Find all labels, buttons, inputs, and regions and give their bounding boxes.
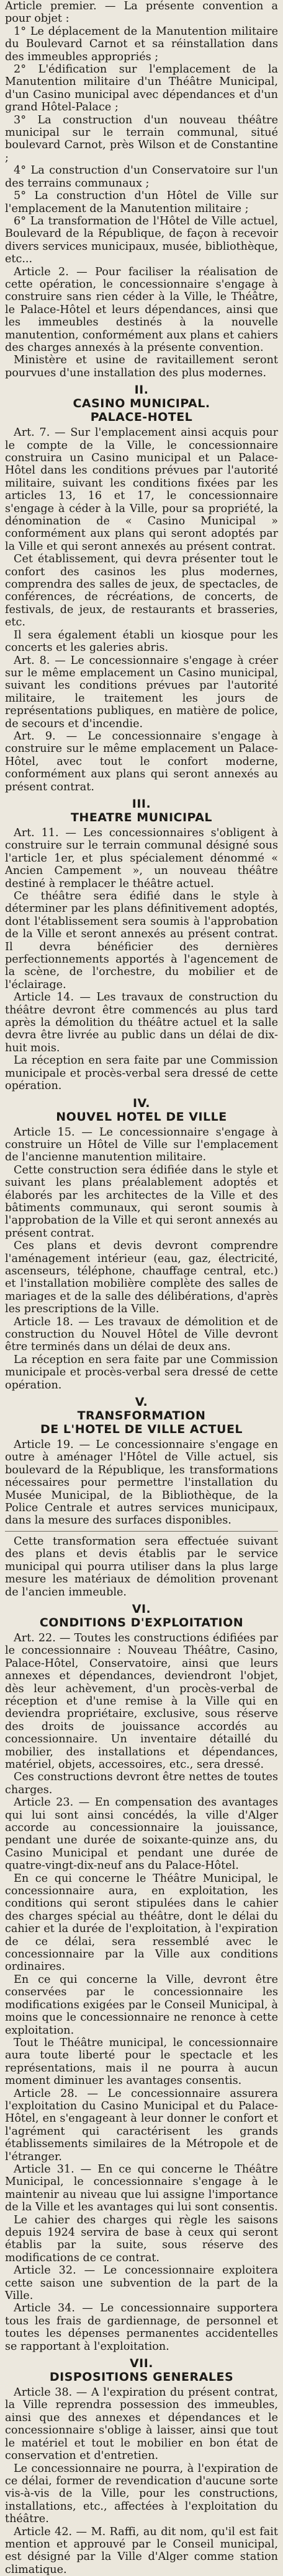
article-column [5,0,278,2576]
paragraph: Article 15. — Le concessionnaire s'engage à construire un Hôtel de Ville sur l'emplacement de l'ancienne manutention militaire. [5,1126,278,1164]
section-5 [5,1395,278,1599]
paragraph: 6° La transformation de l'Hôtel de Ville actuel, Boulevard de la République, de façon à recevoir divers services municipaux, musée, bibliothèque, etc... [5,214,278,266]
section-subtitle: DE L'HOTEL DE VILLE ACTUEL [40,1423,243,1437]
paragraph: Art. 22. — Toutes les constructions édifiées par le concessionnaire : Nouveau Théâtre, Casino, Palace-Hôtel, Conservatoire, ainsi que leurs annexes et dépendances, deviendront l'objet, dès leur achèvement, d'un procès-verbal de réception et d'une remise à la Ville qui en deviendra propriétaire, exclusive, sous réserve des droits de jouissance accordés au concessionnaire. Un inventaire détaillé du mobilier, des installations et dépendances, matériel, objets, accessoires, etc., sera dressé. [5,1631,278,1771]
section-title: CASINO MUNICIPAL. [73,397,210,411]
paragraph: Art. 8. — Le concessionnaire s'engage à créer sur le même emplacement un Casino municipal, suivant les conditions prévues par l'autorité militaire, le traitement les jours de représentations publiques, en matière de police, de secours et d'incendie. [5,654,278,730]
paragraph: Article 14. — Les travaux de construction du théâtre devront être commencés au plus tard après la démolition du théâtre actuel et la salle devra être livrée au public dans un délai de dix-huit mois. [5,991,278,1054]
section-7 [5,2357,278,2576]
paragraph: Article 31. — En ce qui concerne le Théâtre Municipal, le concessionnaire s'engage à le maintenir au niveau que lui assigne l'importance de la Ville et les avantages qui lui sont consentis. [5,2163,278,2214]
paragraph: Ces plans et devis devront comprendre l'aménagement intérieur (eau, gaz, électricité, ascenseurs, téléphone, chauffage central, etc.) et l'installation mobilière complète des salles de mariages et de la salle des délibérations, d'après les prescriptions de la Ville. [5,1240,278,1316]
section-3 [5,797,278,1093]
paragraph: La réception en sera faite par une Commission municipale et procès-verbal sera dressé de cette opération. [5,1054,278,1093]
paragraph: 4° La construction d'un Conservatoire sur l'un des terrains communaux ; [5,164,278,190]
section-title: TRANSFORMATION [77,1409,206,1423]
section-number: IV. [132,1096,151,1110]
paragraph: Le concessionnaire ne pourra, à l'expiration de ce délai, former de revendication d'aucune sorte vis-à-vis de la Ville, pour les constructions, installations, etc., affectées à l'exploitation du théâtre. [5,2462,278,2526]
section-title: NOUVEL HOTEL DE VILLE [56,1109,227,1124]
column-break-rule [5,1531,278,1532]
paragraph: Article 34. — Le concessionnaire supportera tous les frais de gardiennage, de personnel et toutes les dépenses permanentes accidentelles se rapportant à l'exploitation. [5,2302,278,2353]
section-heading [5,797,278,824]
section-subtitle: PALACE-HOTEL [90,410,193,425]
paragraph: Ce théâtre sera édifié dans le style à déterminer par les plans définitivement adoptés, dont l'établissement sera soumis à l'approbation de la Ville et seront annexés au présent contrat. Il devra bénéficier des dernières perfectionnements apportés à l'agencement de la scène, de l'orchestre, du mobilier et de l'éclairage. [5,890,278,991]
section-heading [5,2357,278,2384]
paragraph: Cette construction sera édifiée dans le style et suivant les plans préalablement adoptés et élaborés par les architectes de la Ville et des bâtiments communaux, qui seront soumis à l'approbation de la Ville et qui seront annexés au présent contrat. [5,1163,278,1240]
paragraph: Article 32. — Le concessionnaire exploitera cette saison une subvention de la part de la Ville. [5,2264,278,2303]
paragraph: Ces constructions devront être nettes de toutes charges. [5,1771,278,1796]
paragraph: Ministère et usine de ravitaillement seront pourvues d'une installation des plus modernes. [5,354,278,379]
paragraph: Le cahier des charges qui règle les saisons depuis 1924 servira de base à ceux qui seront établis par la suite, sous réserve des modifications de ce contrat. [5,2213,278,2264]
section-number: V. [135,1395,148,1409]
paragraph: Article 18. — Les travaux de démolition et de construction du Nouvel Hôtel de Ville devront être terminés dans un délai de deux ans. [5,1315,278,1354]
paragraph: Article 38. — A l'expiration du présent contrat, la Ville reprendra possession des immeubles, ainsi que des annexes et dépendances et le concessionnaire s'oblige à laisser, ainsi que tout le matériel et tout le mobilier en bon état de conservation et d'entretien. [5,2386,278,2463]
paragraph: 1° Le déplacement de la Manutention militaire du Boulevard Carnot et sa réinstallation dans des immeubles appropriés ; [5,25,278,63]
paragraph: Cette transformation sera effectuée suivant des plans et devis établis par le service municipal qui pourra utiliser dans la plus large mesure les matériaux de démolition provenant de l'ancien immeuble. [5,1535,278,1599]
paragraph: En ce qui concerne le Théâtre Municipal, le concessionnaire aura, en exploitation, les conditions qui seront stipulées dans le cahier des charges spécial au théâtre, dont le délai du cahier et la durée de l'exploitation, à l'expiration de ce délai, sera ressemblé avec le concessionnaire par la Ville aux conditions ordinaires. [5,1872,278,1974]
paragraph: Art. 9. — Le concessionnaire s'engage à construire sur le même emplacement un Palace-Hôtel, avec tout le confort moderne, conformément aux plans qui seront annexés au présent contrat. [5,730,278,793]
paragraph: Article premier. — La présente convention a pour objet : [5,0,278,25]
section-6 [5,1602,278,2353]
section-number: VII. [129,2357,154,2371]
section-heading [5,1602,278,1630]
paragraph: Il sera également établi un kiosque pour les concerts et les galeries abris. [5,629,278,655]
paragraph: Article 23. — En compensation des avantages qui lui sont ainsi concédés, la ville d'Alger accorde au concessionnaire la jouissance, pendant une durée de soixante-quinze ans, du Casino Municipal et pendant une durée de quatre-vingt-dix-neuf ans du Palace-Hôtel. [5,1796,278,1872]
paragraph: 2° L'édification sur l'emplacement de la Manutention militaire d'un Théâtre Municipal, d'un Casino municipal avec dépendances et d'un grand Hôtel-Palace ; [5,63,278,114]
section-number: II. [134,383,149,397]
section-heading [5,1096,278,1124]
section-heading [5,383,278,424]
paragraph: Cet établissement, qui devra présenter tout le confort des casinos les plus modernes, comprendra des salles de jeux, de spectacles, de conférences, de récréations, de concerts, de festivals, de jeux, de restaurants et brasseries, etc. [5,553,278,629]
paragraph: 3° La construction d'un nouveau théâtre municipal sur le terrain communal, situé boulevard Carnot, près Wilson et de Constantine ; [5,113,278,164]
paragraph: Tout le Théâtre municipal, le concessionnaire aura toute liberté pour le spectacle et les représentations, mais il ne pourra à aucun moment diminuer les avantages consentis. [5,2036,278,2088]
paragraph: Article 42. — M. Raffi, au dit nom, qu'il est fait mention et approuvé par le Conseil municipal, est désigné par la Ville d'Alger comme station climatique. [5,2525,278,2576]
section-heading [5,1395,278,1436]
paragraph: En ce qui concerne la Ville, devront être conservées par le concessionnaire les modifications exigées par le Conseil Municipal, à moins que le concessionnaire ne renonce à cette exploitation. [5,1973,278,2037]
paragraph: La réception en sera faite par une Commission municipale et procès-verbal sera dressé de cette opération. [5,1353,278,1392]
section-1 [5,266,278,380]
section-2 [5,383,278,793]
paragraph: Art. 11. — Les concessionnaires s'obligent à construire sur le terrain communal désigné sous l'article 1er, et plus spécialement dénommé « Ancien Campement », un nouveau théâtre destiné à remplacer le théâtre actuel. [5,826,278,890]
section-title: THEATRE MUNICIPAL [70,810,213,824]
paragraph: Article 19. — Le concessionnaire s'engage en outre à aménager l'Hôtel de Ville actuel, sis boulevard de la République, les transformations nécessaires pour permettre l'installation du Musée Municipal, de la Bibliothèque, de la Police Centrale et autres services municipaux, dans la mesure des surfaces disponibles. [5,1439,278,1527]
paragraph: Art. 7. — Sur l'emplacement ainsi acquis pour le compte de la Ville, le concessionnaire construira un Casino municipal et un Palace-Hôtel dans les conditions prévues par l'autorité militaire, suivant les conditions fixées par les articles 13, 16 et 17, le concessionnaire s'engage à céder à la Ville, pour sa propriété, la dénomination de « Casino Municipal » conformément aux plans qui seront adoptés par la Ville et qui seront annexés au présent contrat. [5,426,278,553]
section-title: CONDITIONS D'EXPLOITATION [39,1615,244,1630]
paragraph: Article 28. — Le concessionnaire assurera l'exploitation du Casino Municipal et du Palace-Hôtel, en s'engageant à leur donner le confort et l'agrément qui caractérisent les grands établissements similaires de la Métropole et de l'étranger. [5,2087,278,2163]
paragraph: Article 2. — Pour faciliser la réalisation de cette opération, le concessionnaire s'engage à construire sans rien céder à la Ville, le Théâtre, le Palace-Hôtel et leurs dépendances, ainsi que les immeubles destinés à la nouvelle manutention, conformément aux plans et cahiers des charges annexés à la présente convention. [5,265,278,354]
paragraph: 5° La construction d'un Hôtel de Ville sur l'emplacement de la Manutention militaire ; [5,190,278,215]
section-title: DISPOSITIONS GENERALES [49,2370,234,2384]
section-number: VI. [132,1602,151,1616]
section-opening [5,0,278,266]
section-4 [5,1096,278,1392]
section-number: III. [132,796,151,811]
